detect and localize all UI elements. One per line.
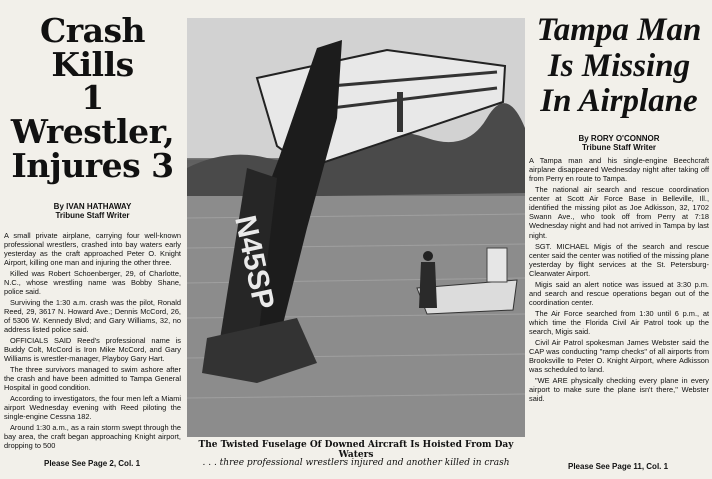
headline-crash (4, 0, 181, 185)
article-body (529, 156, 709, 403)
tail-number: N45SP (228, 212, 281, 313)
jump-line-right: Please See Page 11, Col. 1 (568, 462, 669, 471)
crash-photo (187, 18, 525, 437)
paragraph: "WE ARE physically checking every plane in every airport to make sure the plane isn't there," Webster said. (529, 375, 709, 404)
headline-line: In Airplane (540, 83, 698, 120)
paragraph: According to investigators, the four men left a Miami airport Wednesday evening with Reed piloting the single-engine Cessna 182. (4, 394, 181, 422)
byline-name: By RORY O'CONNOR (578, 133, 660, 143)
photo-caption-title: The Twisted Fuselage Of Downed Aircraft Is Hoisted From Day Waters (198, 440, 514, 460)
article-body (4, 231, 181, 451)
paragraph: The three survivors managed to swim ashore after the crash and have been admitted to Tampa General Hospital in good condition. (4, 365, 181, 393)
byline-name: By IVAN HATHAWAY (53, 202, 132, 212)
story-crash-kills-wrestler (4, 0, 181, 452)
byline (4, 202, 181, 220)
paragraph: SGT. MICHAEL Migis of the search and rescue center said the center was notified of the missing plane yesterday by flight services at the St. Petersburg-Clearwater Airport. (529, 241, 709, 278)
paragraph: Migis said an alert notice was issued at 3:30 p.m. and search and rescue operations began out of the coordination center. (529, 279, 709, 307)
photo-caption-sub: . . . three professional wrestlers injured and another killed in crash (202, 458, 510, 468)
byline-role: Tribune Staff Writer (581, 143, 657, 153)
paragraph: The Air Force searched from 1:30 until 6 p.m., at which time the Florida Civil Air Patrol took up the search, Migis said. (529, 308, 709, 336)
byline (529, 134, 709, 152)
paragraph: Killed was Robert Schoenberger, 29, of Charlotte, N.C., whose wrestling name was Bobby Shane, police said. (4, 268, 181, 296)
paragraph: Surviving the 1:30 a.m. crash was the pilot, Ronald Reed, 29, 3617 N. Howard Ave.; Dennis McCord, 26, of 5306 W. Kennedy Blvd; and Gary Williams, 32, no address listed police said. (4, 297, 181, 334)
headline-line: 1 Wrestler, (10, 78, 175, 151)
headline-line: Injures 3 (11, 145, 174, 185)
story-tampa-man-missing (529, 0, 709, 405)
headline-line: Crash Kills (39, 11, 146, 84)
photo-illustration (187, 18, 525, 437)
headline-line: Is Missing (547, 47, 691, 84)
paragraph: A small private airplane, carrying four well-known professional wrestlers, crashed into bay waters early yesterday as the craft approached Peter O. Knight Airport, killing one man and injuring the other three. (4, 230, 181, 267)
jump-line-left: Please See Page 2, Col. 1 (44, 459, 141, 468)
paragraph: Around 1:30 a.m., as a rain storm swept through the bay area, the craft began approaching Knight airport, dropping to 500 (4, 423, 181, 451)
paragraph: Civil Air Patrol spokesman James Webster said the CAP was conducting "ramp checks" of all airports from Brooksville to Peter O. Knight Airport, where Adkisson was scheduled to land. (529, 337, 709, 374)
byline-role: Tribune Staff Writer (55, 211, 130, 221)
paragraph: A Tampa man and his single-engine Beechcraft airplane disappeared Wednesday night after taking off from Perry en route to Tampa. (529, 156, 709, 184)
paragraph: OFFICIALS SAID Reed's professional name is Buddy Colt, McCord is Iron Mike McCord, and Gary Williams is wrestler-manager, Playboy Gary Hart. (4, 336, 181, 364)
headline-missing (529, 0, 709, 120)
headline-line: Tampa Man (536, 12, 702, 48)
paragraph: The national air search and rescue coordination center at Scott Air Force Base in Belleville, Ill., identified the missing pilot as Joe Adkisson, 32, 1702 Swann Ave., who took off from Perry at 7:18 Wednesday night and had not arrived in Tampa by last night. (529, 185, 709, 240)
